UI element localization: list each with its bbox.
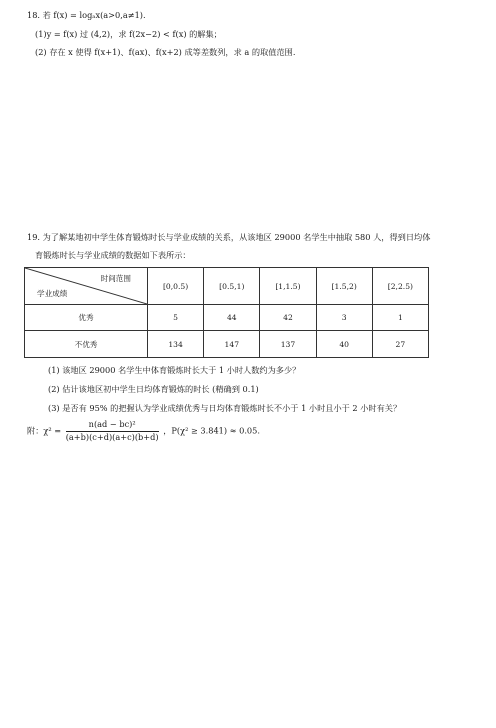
chi-square-fraction xyxy=(66,420,159,443)
column-header: [0.5,1) xyxy=(204,268,260,305)
fraction-numerator: n(ad − bc)² xyxy=(66,420,159,432)
row-label: 优秀 xyxy=(25,305,148,331)
column-header: [1,1.5) xyxy=(260,268,316,305)
table-cell: 134 xyxy=(148,331,204,358)
table-cell: 147 xyxy=(204,331,260,358)
data-table xyxy=(24,267,429,358)
table-cell: 27 xyxy=(372,331,428,358)
table-row xyxy=(25,305,429,331)
table-header-row xyxy=(25,268,429,305)
q19-sub3: (3) 是否有 95% 的把握认为学业成绩优秀与日均体育锻炼时长不小于 1 小时且小于 2 小时有关？ xyxy=(48,403,402,413)
corner-top-label: 时间范围 xyxy=(100,274,131,283)
table-cell: 137 xyxy=(260,331,316,358)
q19-appendix xyxy=(27,420,260,443)
table-cell: 44 xyxy=(204,305,260,331)
q19-stem-line2: 育锻炼时长与学业成绩的数据如下表所示： xyxy=(35,250,191,260)
table-cell: 40 xyxy=(316,331,372,358)
q19-sub2: (2) 估计该地区初中学生日均体育锻炼的时长 (精确到 0.1) xyxy=(48,384,259,394)
fraction-denominator: (a+b)(c+d)(a+c)(b+d) xyxy=(65,431,159,442)
column-header: [2,2.5) xyxy=(372,268,428,305)
table-cell: 3 xyxy=(316,305,372,331)
appendix-prefix: 附：χ² = xyxy=(27,425,62,436)
appendix-suffix: ，P(χ² ≥ 3.841) ≈ 0.05. xyxy=(163,425,260,436)
table-cell: 42 xyxy=(260,305,316,331)
row-label: 不优秀 xyxy=(25,331,148,358)
q18-stem: 18. 若 f(x) = logₐx(a>0,a≠1). xyxy=(27,10,146,20)
table-corner-cell xyxy=(25,268,148,305)
column-header: [0,0.5) xyxy=(148,268,204,305)
q19-sub1: (1) 该地区 29000 名学生中体育锻炼时长大于 1 小时人数约为多少？ xyxy=(48,365,301,375)
table-cell: 5 xyxy=(148,305,204,331)
q18-part1: (1)y = f(x) 过 (4,2)，求 f(2x−2) < f(x) 的解集； xyxy=(35,29,222,39)
table-cell: 1 xyxy=(372,305,428,331)
q19-stem-line1: 19. 为了解某地初中学生体育锻炼时长与学业成绩的关系，从该地区 29000 名学生中抽取 580 人，得到日均体 xyxy=(27,232,431,242)
column-header: [1.5,2) xyxy=(316,268,372,305)
table-row xyxy=(25,331,429,358)
q18-part2: (2) 存在 x 使得 f(x+1)、f(ax)、f(x+2) 成等差数列，求 a 的取值范围. xyxy=(35,47,296,57)
corner-bottom-label: 学业成绩 xyxy=(37,289,68,298)
